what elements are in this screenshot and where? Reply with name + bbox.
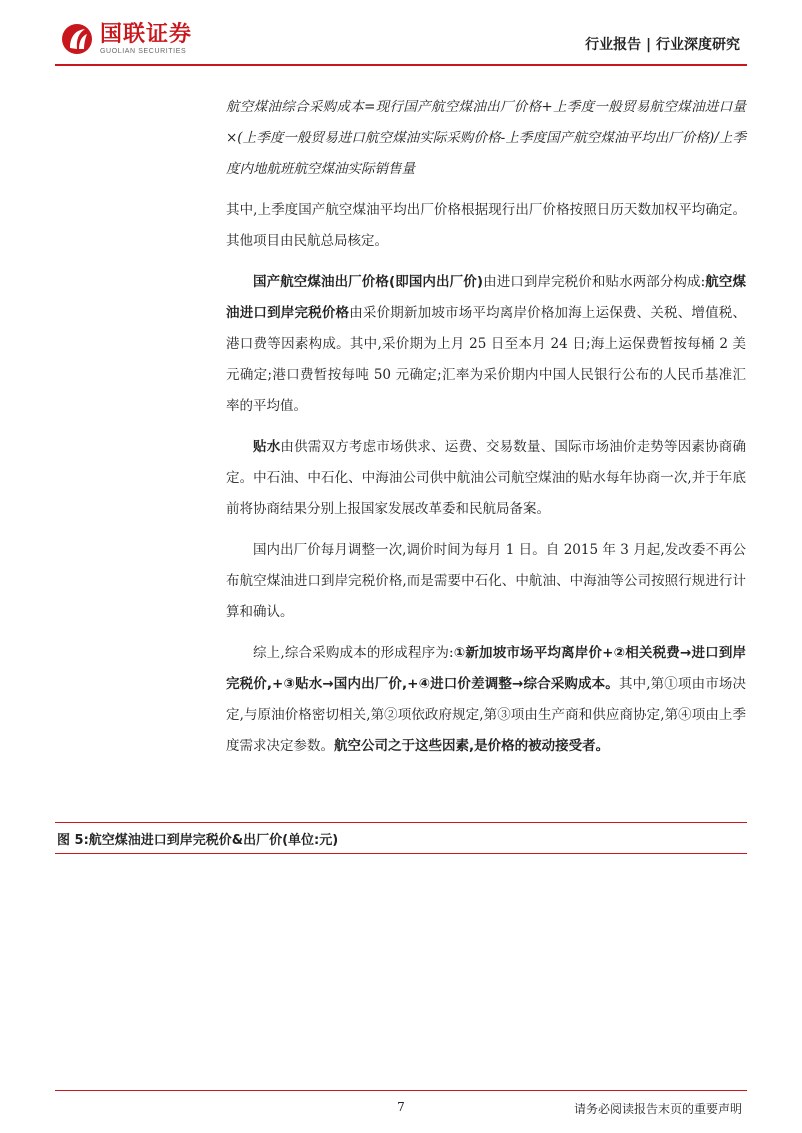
figure-caption: 图 5:航空煤油进口到岸完税价&出厂价(单位:元) bbox=[57, 833, 339, 848]
guolian-logo-icon bbox=[60, 22, 94, 56]
bold-conclusion: 航空公司之于这些因素,是价格的被动接受者。 bbox=[334, 738, 610, 754]
report-category: 行业报告 | 行业深度研究 bbox=[585, 37, 740, 53]
bold-term-domestic-price: 国产航空煤油出厂价格(即国内出厂价) bbox=[253, 274, 483, 290]
logo-chinese-name: 国联证券 bbox=[100, 21, 193, 47]
page-number: 7 bbox=[397, 1100, 405, 1114]
cost-formula: 航空煤油综合采购成本=现行国产航空煤油出厂价格+上季度一般贸易航空煤油进口量×(上季度一般贸易进口航空煤油实际采购价格-上季度国产航空煤油平均出厂价格)/上季度内地航班航空煤油实际销售量 bbox=[226, 99, 746, 177]
bold-term-import-price: 航空煤油进口到岸完税价格 bbox=[226, 274, 746, 321]
paragraph-4: 国内出厂价每月调整一次,调价时间为每月 1 日。自 2015 年 3 月起,发改委不再公布航空煤油进口到岸完税价格,而是需要中石化、中航油、中海油等公司按照行规进行计算和确认。 bbox=[226, 542, 746, 620]
paragraph-3: 贴水由供需双方考虑市场供求、运费、交易数量、国际市场油价走势等因素协商确定。中石油、中石化、中海油公司供中航油公司航空煤油的贴水每年协商一次,并于年底前将协商结果分别上报国家发展改革委和民航局备案。 bbox=[226, 439, 747, 517]
header-divider bbox=[55, 64, 747, 66]
logo-english-name: GUOLIAN SECURITIES bbox=[100, 47, 187, 55]
page-header bbox=[0, 0, 802, 72]
footer-disclaimer: 请务必阅读报告末页的重要声明 bbox=[573, 1102, 742, 1116]
footer-divider bbox=[55, 1090, 747, 1091]
figure-caption-bar bbox=[55, 822, 747, 854]
paragraph-5: 综上,综合采购成本的形成程序为:①新加坡市场平均离岸价+②相关税费→进口到岸完税价,+③贴水→国内出厂价,+④进口价差调整→综合采购成本。其中,第①项由市场决定,与原油价格密切相关,第②项依政府规定,第③项由生产商和供应商协定,第④项由上季度需求决定参数。航空公司之于这些因素,是价格的被动接受者。 bbox=[226, 645, 746, 754]
paragraph-1: 其中,上季度国产航空煤油平均出厂价格根据现行出厂价格按照日历天数加权平均确定。其他项目由民航总局核定。 bbox=[226, 202, 746, 249]
bold-term-premium: 贴水 bbox=[253, 439, 281, 455]
bold-process-chain: ①新加坡市场平均离岸价+②相关税费→进口到岸完税价,+③贴水→国内出厂价,+④进口价差调整→综合采购成本。 bbox=[226, 645, 746, 692]
paragraph-2: 国产航空煤油出厂价格(即国内出厂价)由进口到岸完税价和贴水两部分构成:航空煤油进口到岸完税价格由采价期新加坡市场平均离岸价格加海上运保费、关税、增值税、港口费等因素构成。其中,采价期为上月 25 日至本月 24 日;海上运保费暂按每桶 2 美元确定;港口费暂按每吨 50 元确定;汇率为采价期内中国人民银行公布的人民币基准汇率的平均值。 bbox=[226, 274, 746, 414]
report-body bbox=[226, 92, 746, 772]
company-logo bbox=[60, 22, 192, 56]
